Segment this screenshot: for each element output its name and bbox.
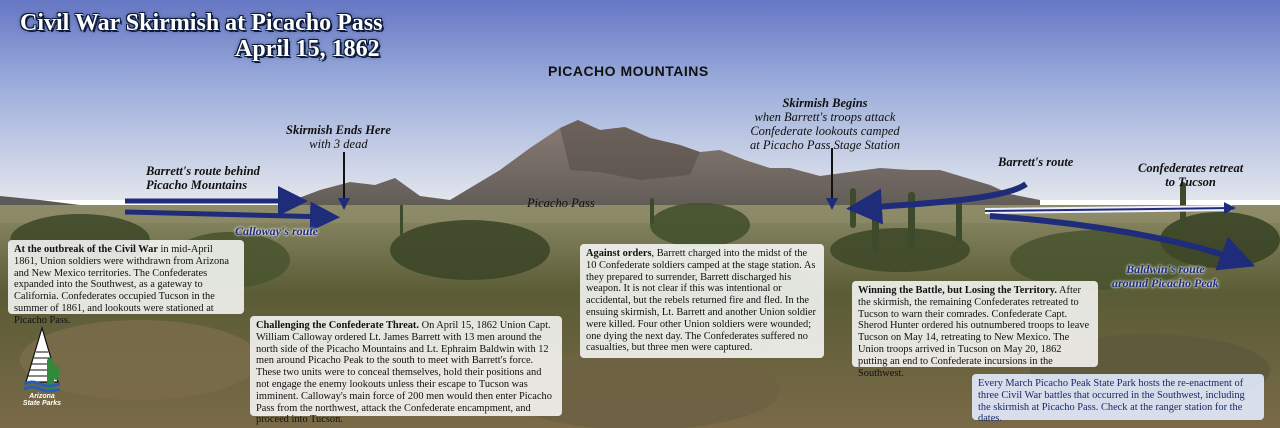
against-orders-lead: Against orders bbox=[586, 248, 652, 259]
outbreak-textbox bbox=[8, 240, 244, 326]
logo-line1: Arizona bbox=[29, 393, 55, 400]
baldwin-route-line2: around Picacho Peak bbox=[1112, 276, 1219, 290]
skirmish-begins-sub3: at Picacho Pass Stage Station bbox=[750, 138, 900, 152]
against-orders-textbox bbox=[580, 244, 824, 358]
skirmish-begins-title: Skirmish Begins bbox=[782, 96, 868, 110]
outbreak-body: in mid-April 1861, Union soldiers were withdrawn from Arizona and New Mexico territories. The Confederates expanded into the Southwest, as a gateway to California. Confederates occupied Tucson in the summer of 1861, and lookouts were stationed at Picacho Pass. bbox=[14, 244, 229, 326]
winning-lead: Winning the Battle, but Losing the Territory. bbox=[858, 285, 1057, 296]
against-orders-body: , Barrett charged into the midst of the 10 Confederate soldiers camped at the stage station. As they prepared to surrender, Barrett discharged his weapon. It is not clear if this was intentional or accidental, but the rebels returned fire and fled. In the ensuing skirmish, Lt. Barrett and another Union soldier were killed. Four other Union soldiers were wounded; one dying the next day. The Confederates suffered no casualties, but three men were captured. bbox=[586, 248, 816, 354]
winning-body: After the skirmish, the remaining Confederates retreated to Tucson to warn their comrades. Confederate Capt. Sherod Hunter ordered his outnumbered troops to leave Tucson on May 14, retreating to New Mexico. The Union troops arrived in Tucson on May 20, 1862 putting an end to Confederate incursions in the Southwest. bbox=[858, 285, 1090, 379]
logo-line2: State Parks bbox=[22, 400, 62, 407]
confederates-retreat-line1: Confederates retreat bbox=[1138, 161, 1244, 175]
calloway-route-label: Calloway's route bbox=[235, 224, 319, 238]
skirmish-ends-sub: with 3 dead bbox=[309, 137, 368, 151]
winning-textbox bbox=[852, 281, 1098, 379]
outbreak-lead: At the outbreak of the Civil War bbox=[14, 244, 158, 255]
barrett-behind-line1: Barrett's route behind bbox=[146, 164, 260, 178]
panel-date: April 15, 1862 bbox=[235, 36, 380, 62]
confederates-retreat-line2: to Tucson bbox=[1165, 175, 1216, 189]
skirmish-begins-sub1: when Barrett's troops attack bbox=[754, 110, 896, 124]
challenging-lead: Challenging the Confederate Threat. bbox=[256, 320, 419, 331]
skirmish-begins-label bbox=[750, 96, 900, 152]
skirmish-begins-sub2: Confederate lookouts camped bbox=[750, 124, 900, 138]
skirmish-ends-title: Skirmish Ends Here bbox=[286, 123, 391, 137]
challenging-textbox bbox=[250, 316, 562, 426]
mountains-label: PICACHO MOUNTAINS bbox=[548, 63, 709, 79]
reenactment-body: Every March Picacho Peak State Park hosts the re-enactment of three Civil War battles that occurred in the Southwest, including the skirmish at Picacho Pass. Check at the ranger station for the dates. bbox=[978, 378, 1245, 425]
barrett-behind-label bbox=[146, 164, 260, 192]
logo-text bbox=[14, 393, 70, 407]
baldwin-route-label bbox=[1112, 262, 1219, 290]
panel-title: Civil War Skirmish at Picacho Pass bbox=[20, 10, 383, 36]
baldwin-route-line1: Baldwin's route bbox=[1126, 262, 1205, 276]
challenging-body: On April 15, 1862 Union Capt. William Calloway ordered Lt. James Barrett with 13 men around the north side of the Picacho Mountains and Lt. Ephraim Baldwin with 12 men around Picacho Peak to the south to meet with Barrett's force. These two units were to conceal themselves, hold their positions and not engage the enemy lookouts unless their escape to Tucson was imminent. Calloway's main force of 200 men would then enter Picacho Pass from the northwest, attack the Confederate encampment, and proceed into Tucson. bbox=[256, 320, 552, 426]
barrett-behind-line2: Picacho Mountains bbox=[146, 178, 248, 192]
reenactment-textbox bbox=[972, 374, 1264, 425]
confederates-retreat-label bbox=[1138, 161, 1243, 189]
barrett-route-label: Barrett's route bbox=[998, 155, 1074, 169]
skirmish-ends-label bbox=[286, 123, 391, 151]
picacho-pass-label: Picacho Pass bbox=[527, 196, 595, 210]
